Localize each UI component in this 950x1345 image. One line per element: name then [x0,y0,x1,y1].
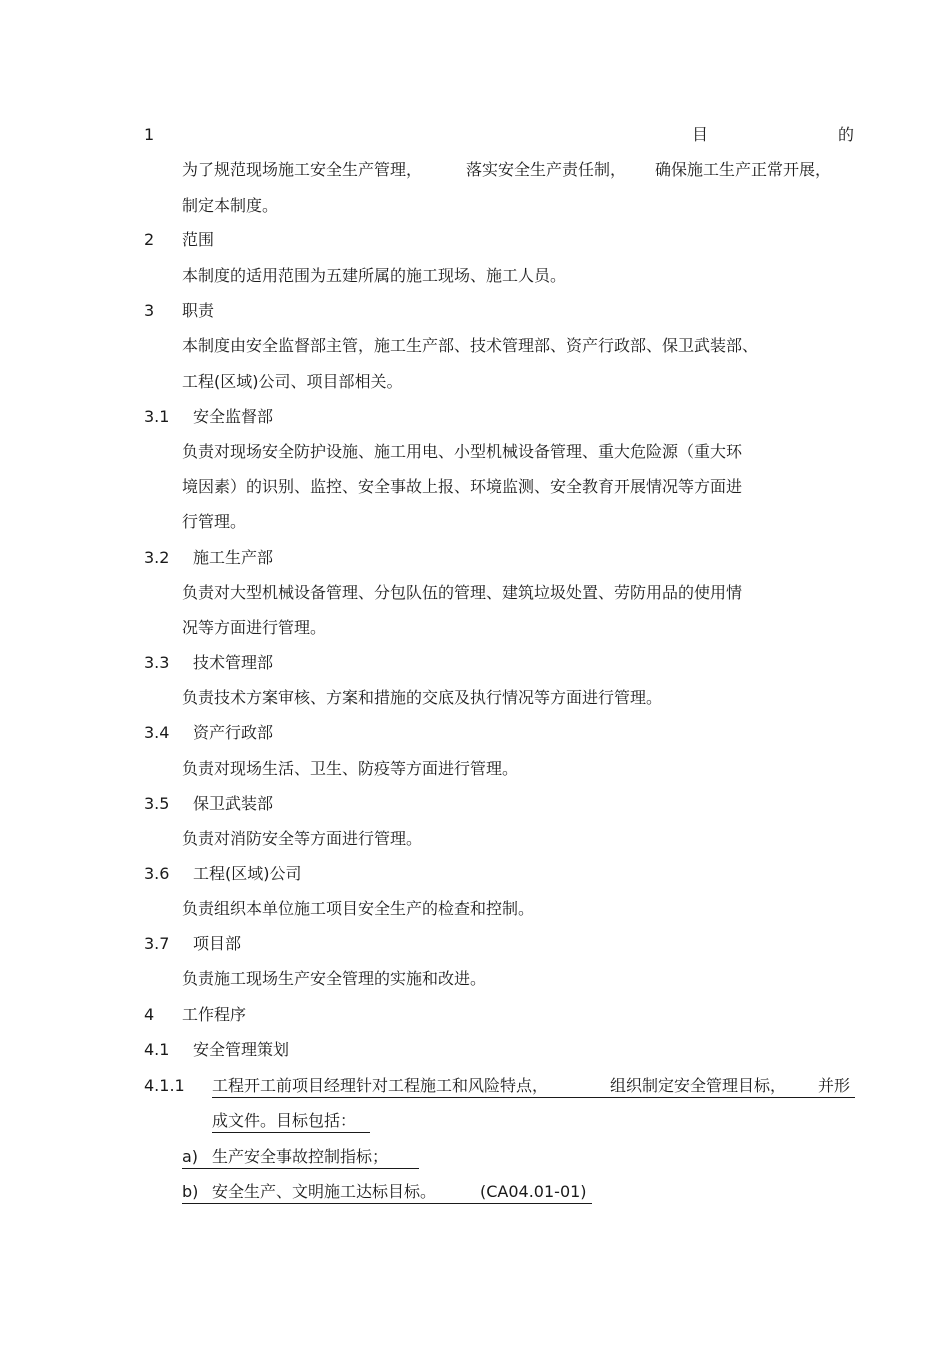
section-title-part: 目 [692,125,709,144]
section-title: 资产行政部 [193,723,274,742]
section-title: 施工生产部 [193,548,274,567]
section-title: 项目部 [193,934,242,953]
section-number: 4.1 [144,1040,170,1059]
section-title-part: 的 [838,125,855,144]
paragraph-fragment: 并形 [818,1076,851,1095]
section-title: 工作程序 [182,1005,247,1024]
section-title: 安全监督部 [193,407,274,426]
list-marker: b) [182,1182,199,1201]
section-title: 保卫武装部 [193,794,274,813]
list-text: 生产安全事故控制指标； [212,1147,389,1166]
paragraph-line: 负责对大型机械设备管理、分包队伍的管理、建筑垃圾处置、劳防用品的使用情 [182,583,743,602]
section-title: 职责 [182,301,215,320]
paragraph-line: 本制度由安全监督部主管，施工生产部、技术管理部、资产行政部、保卫武装部、 [182,336,759,355]
paragraph-line: 工程(区域)公司、项目部相关。 [182,372,403,391]
list-text: 安全生产、文明施工达标目标。 [212,1182,437,1201]
section-title: 范围 [182,230,215,249]
section-title: 工程(区域)公司 [193,864,302,883]
paragraph-line: 成文件。目标包括： [212,1110,370,1133]
section-number: 3.7 [144,934,170,953]
section-number: 1 [144,125,155,144]
document-code: (CA04.01-01) [480,1182,587,1201]
paragraph-fragment: 落实安全生产责任制， [466,160,627,179]
paragraph-fragment: 确保施工生产正常开展， [655,160,832,179]
section-number: 4.1.1 [144,1076,185,1095]
paragraph-fragment: 组织制定安全管理目标， [610,1076,787,1095]
paragraph-line: 负责技术方案审核、方案和措施的交底及执行情况等方面进行管理。 [182,688,663,707]
paragraph-fragment: 工程开工前项目经理针对工程施工和风险特点， [212,1076,549,1095]
paragraph-line: 负责对消防安全等方面进行管理。 [182,829,423,848]
section-number: 3.6 [144,864,170,883]
section-title: 技术管理部 [193,653,274,672]
paragraph-line: 负责对现场生活、卫生、防疫等方面进行管理。 [182,759,519,778]
paragraph-line: 负责对现场安全防护设施、施工用电、小型机械设备管理、重大危险源（重大环 [182,442,743,461]
section-number: 3.2 [144,548,170,567]
paragraph-line: 境因素）的识别、监控、安全事故上报、环境监测、安全教育开展情况等方面进 [182,477,743,496]
section-number: 3.1 [144,407,170,426]
section-number: 3 [144,301,155,320]
section-number: 2 [144,230,155,249]
section-number: 3.3 [144,653,170,672]
paragraph-line: 负责组织本单位施工项目安全生产的检查和控制。 [182,899,535,918]
paragraph-fragment: 为了规范现场施工安全生产管理， [182,160,423,179]
paragraph-line: 况等方面进行管理。 [182,618,327,637]
section-number: 3.5 [144,794,170,813]
paragraph-line: 制定本制度。 [182,196,279,215]
section-number: 3.4 [144,723,170,742]
paragraph-line: 本制度的适用范围为五建所属的施工现场、施工人员。 [182,266,567,285]
list-marker: a) [182,1147,199,1166]
paragraph-line: 行管理。 [182,512,247,531]
section-title: 安全管理策划 [193,1040,290,1059]
paragraph-line: 负责施工现场生产安全管理的实施和改进。 [182,969,487,988]
section-number: 4 [144,1005,155,1024]
